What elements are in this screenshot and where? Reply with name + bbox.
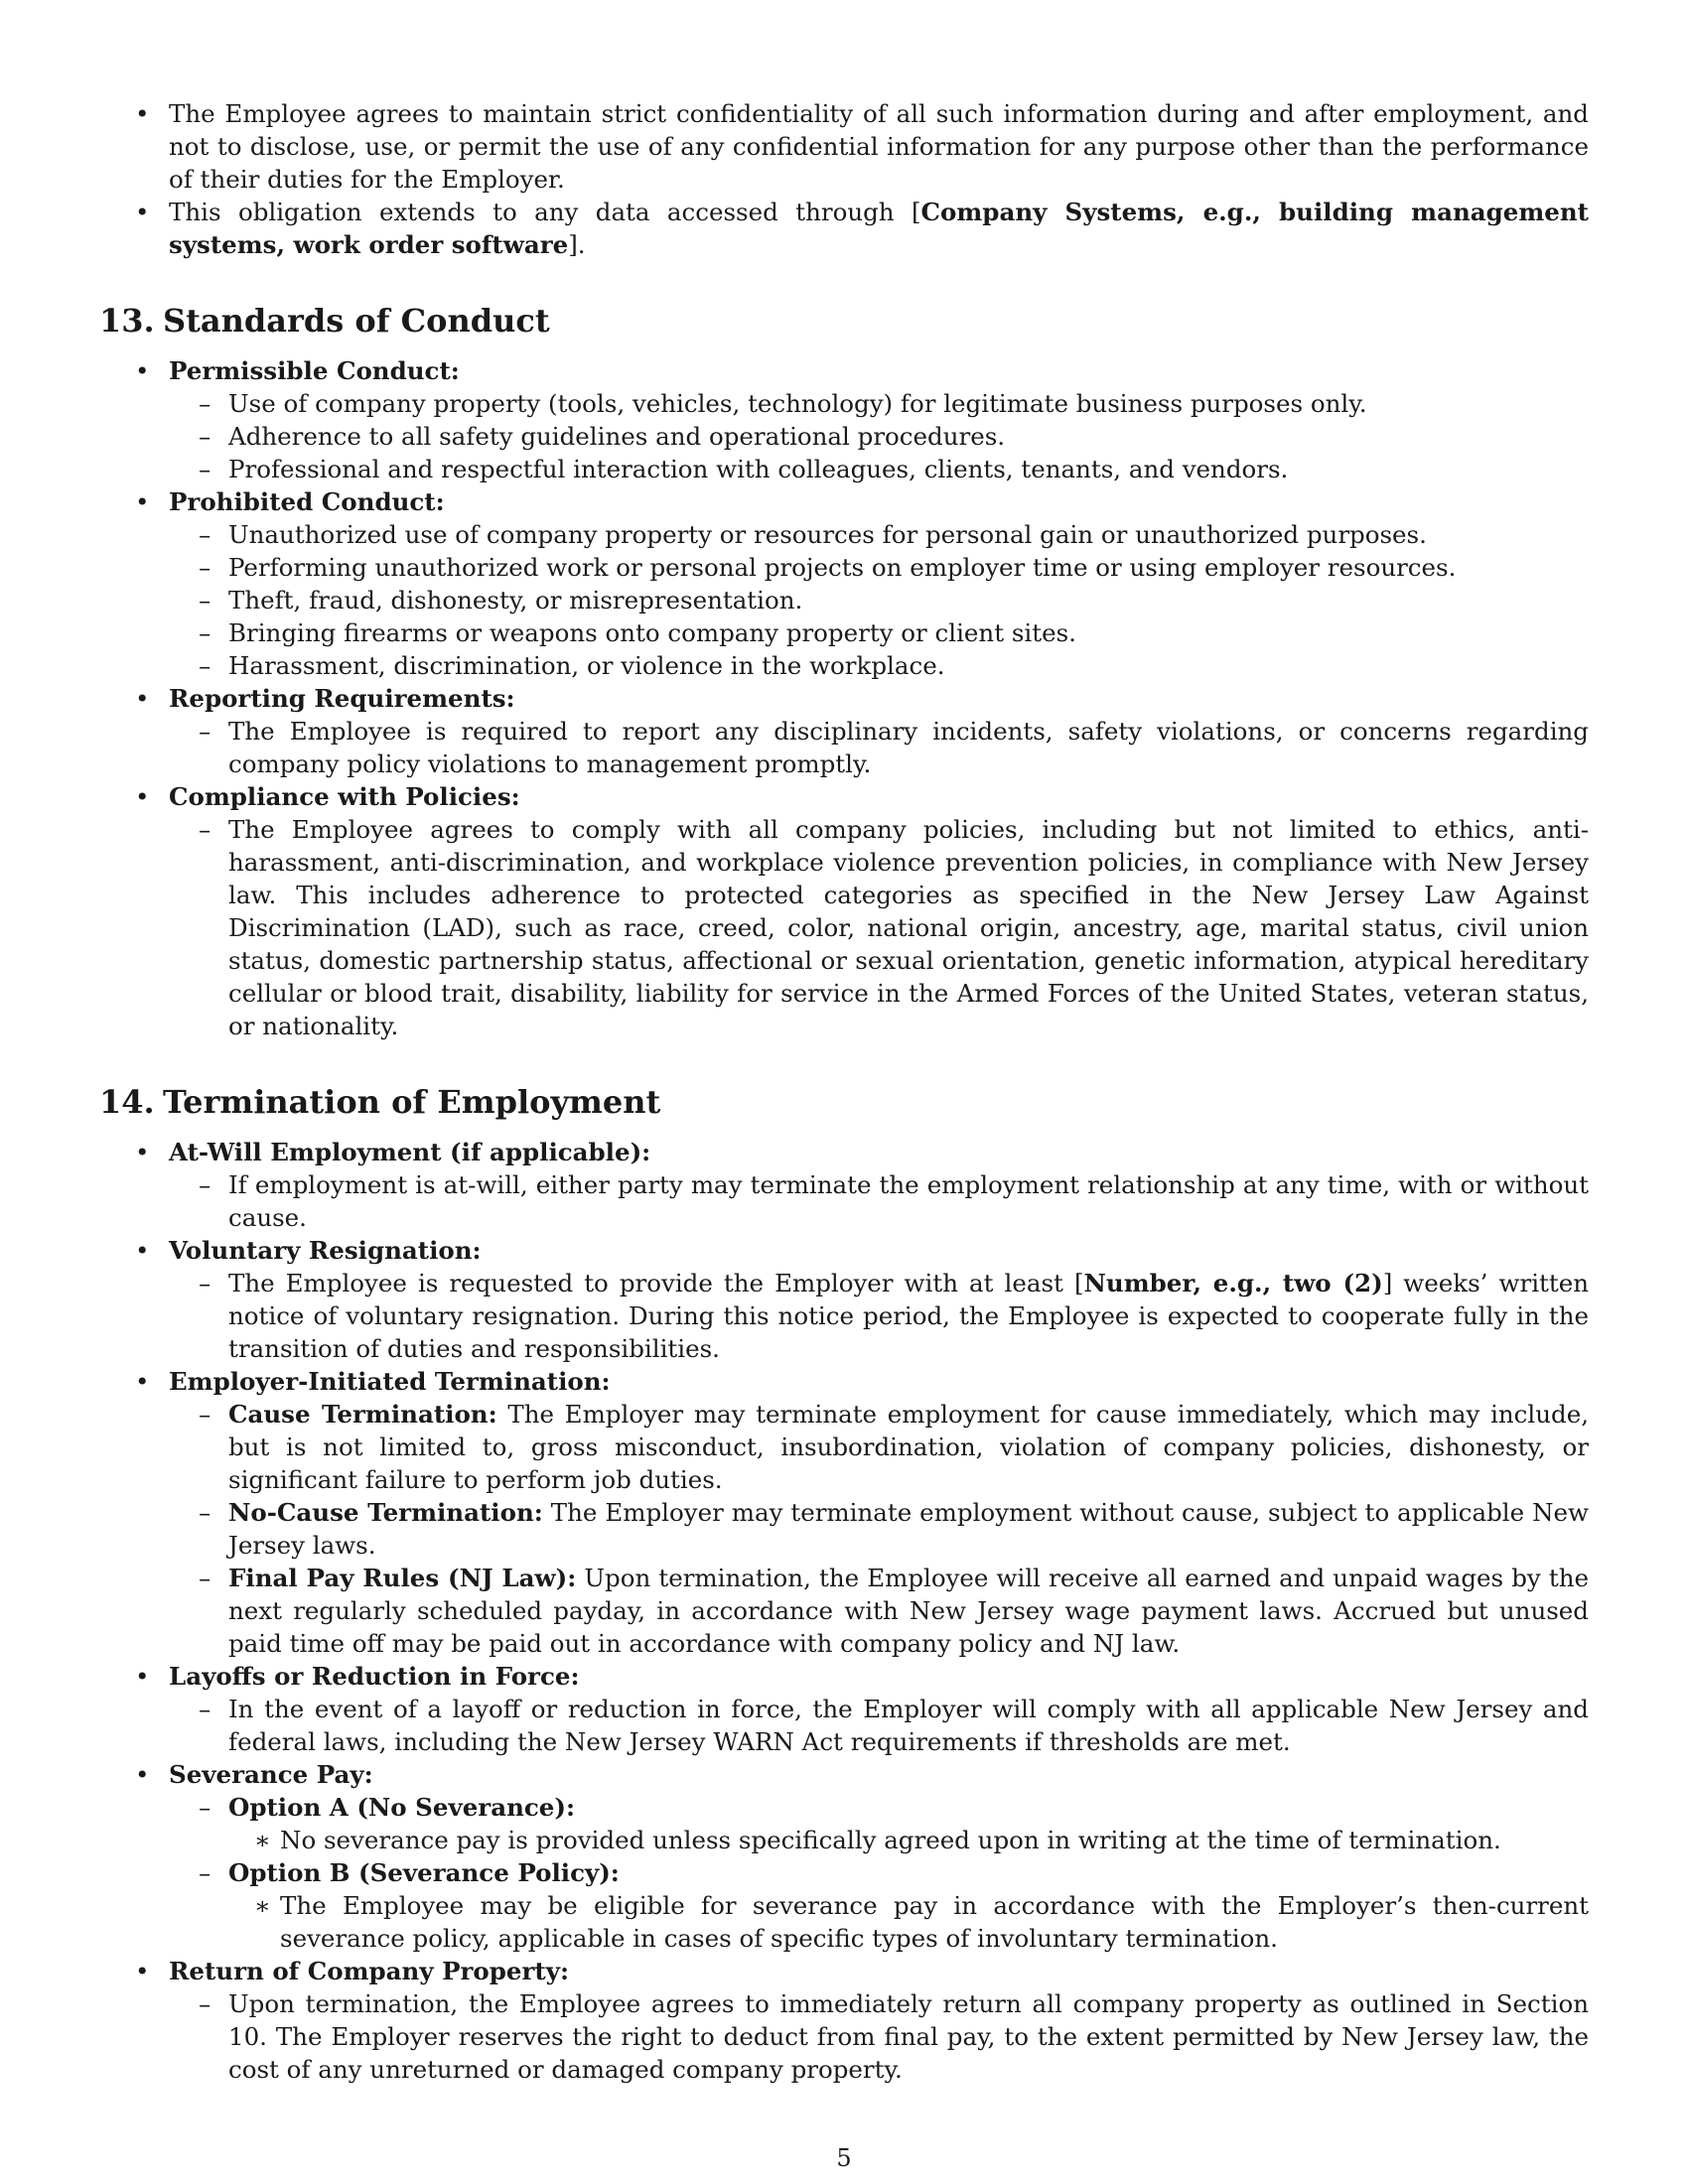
list-item [99, 485, 1589, 682]
sub-item: – The Employee agrees to comply with all company policies, including but not limited to ethics, anti-harassment, anti-discrimination, and workplace violence prevention policies, in compliance with New Jersey law. This includes adherence to protected categories as specified in the New Jersey Law Against Discrimination (LAD), such as race, creed, color, national origin, ancestry, age, marital status, civil union status, domestic partnership status, affectional or sexual orientation, genetic information, atypical hereditary cellular or blood trait, disability, liability for service in the Armed Forces of the United States, veteran status, or nationality. [169, 813, 1589, 1042]
item-label: At-Will Employment (if applicable): [169, 1138, 651, 1166]
sub-item: – The Employee is requested to provide the Employer with at least [Number, e.g., two (2)] weeks’ written notice of voluntary resignation. During this notice period, the Employee is expected to cooperate fully in the transition of duties and responsibilities. [169, 1267, 1589, 1365]
list-item [99, 682, 1589, 780]
item-label: Severance Pay: [169, 1760, 373, 1789]
placeholder-text: Company Systems, e.g., building management systems, work order software [169, 198, 1589, 259]
page-number: 5 [836, 2144, 852, 2172]
list-item [99, 780, 1589, 1042]
sub-item: – Upon termination, the Employee agrees to immediately return all company property as outlined in Section 10. The Employer reserves the right to deduct from final pay, to the extent permitted by New Jersey law, the cost of any unreturned or damaged company property. [169, 1987, 1589, 2086]
list-item [99, 1136, 1589, 1234]
sub-sub-item: ∗ The Employee may be eligible for severance pay in accordance with the Employer’s then-current severance policy, applicable in cases of specific types of involuntary termination. [228, 1889, 1589, 1955]
sub-item: – Option A (No Severance): ∗ No severance pay is provided unless specifically agreed upon in writing at the time of termination. [169, 1791, 1589, 1856]
list-item: • This obligation extends to any data accessed through [Company Systems, e.g., building management systems, work order software]. [99, 196, 1589, 261]
sub-item: – Final Pay Rules (NJ Law): Upon termination, the Employee will receive all earned and unpaid wages by the next regularly scheduled payday, in accordance with New Jersey wage payment laws. Accrued but unused paid time off may be paid out in accordance with company policy and NJ law. [169, 1562, 1589, 1660]
sub-item: – Harassment, discrimination, or violence in the workplace. [169, 649, 1589, 682]
item-label: Prohibited Conduct: [169, 487, 445, 516]
item-label: Return of Company Property: [169, 1957, 569, 1985]
item-label: Employer-Initiated Termination: [169, 1367, 611, 1396]
section-13-list [99, 354, 1589, 1042]
list-item: • The Employee agrees to maintain strict confidentiality of all such information during and after employment, and not to disclose, use, or permit the use of any confidential information for any purpose other than the performance of their duties for the Employer. [99, 97, 1589, 196]
sub-item: – The Employee is required to report any disciplinary incidents, safety violations, or concerns regarding company policy violations to management promptly. [169, 715, 1589, 780]
sub-item: – Professional and respectful interaction with colleagues, clients, tenants, and vendors. [169, 453, 1589, 485]
list-item [99, 1234, 1589, 1365]
sub-sub-item: ∗ No severance pay is provided unless specifically agreed upon in writing at the time of termination. [228, 1824, 1589, 1856]
sub-item: – No-Cause Termination: The Employer may terminate employment without cause, subject to applicable New Jersey laws. [169, 1496, 1589, 1562]
list-item [99, 1955, 1589, 2086]
sub-item: – Unauthorized use of company property or resources for personal gain or unauthorized purposes. [169, 518, 1589, 551]
section-14-list [99, 1136, 1589, 2086]
item-label: Reporting Requirements: [169, 684, 515, 713]
item-label: Voluntary Resignation: [169, 1236, 482, 1265]
section-14-heading: 14. Termination of Employment [99, 1083, 661, 1121]
document-page [99, 97, 1589, 2086]
list-item [99, 1660, 1589, 1758]
section-13-heading: 13. Standards of Conduct [99, 302, 550, 340]
intro-list [99, 97, 1589, 261]
sub-item: – In the event of a layoff or reduction in force, the Employer will comply with all applicable New Jersey and federal laws, including the New Jersey WARN Act requirements if thresholds are met. [169, 1693, 1589, 1758]
placeholder-text: Number, e.g., two (2) [1083, 1269, 1383, 1297]
item-label: Layoffs or Reduction in Force: [169, 1662, 580, 1691]
sub-item: – Performing unauthorized work or personal projects on employer time or using employer resources. [169, 551, 1589, 584]
sub-item: – Adherence to all safety guidelines and operational procedures. [169, 420, 1589, 453]
list-item [99, 354, 1589, 485]
sub-item: – Cause Termination: The Employer may terminate employment for cause immediately, which may include, but is not limited to, gross misconduct, insubordination, violation of company policies, dishonesty, or significant failure to perform job duties. [169, 1398, 1589, 1496]
item-label: Compliance with Policies: [169, 782, 520, 811]
list-item [99, 1758, 1589, 1955]
sub-item: – If employment is at-will, either party may terminate the employment relationship at any time, with or without cause. [169, 1168, 1589, 1234]
sub-item: – Theft, fraud, dishonesty, or misrepresentation. [169, 584, 1589, 616]
item-label: Permissible Conduct: [169, 356, 460, 385]
sub-item: – Option B (Severance Policy): ∗ The Employee may be eligible for severance pay in accordance with the Employer’s then-current severance policy, applicable in cases of specific types of involuntary termination. [169, 1856, 1589, 1955]
list-item [99, 1365, 1589, 1660]
sub-item: – Bringing firearms or weapons onto company property or client sites. [169, 616, 1589, 649]
sub-item: – Use of company property (tools, vehicles, technology) for legitimate business purposes only. [169, 387, 1589, 420]
